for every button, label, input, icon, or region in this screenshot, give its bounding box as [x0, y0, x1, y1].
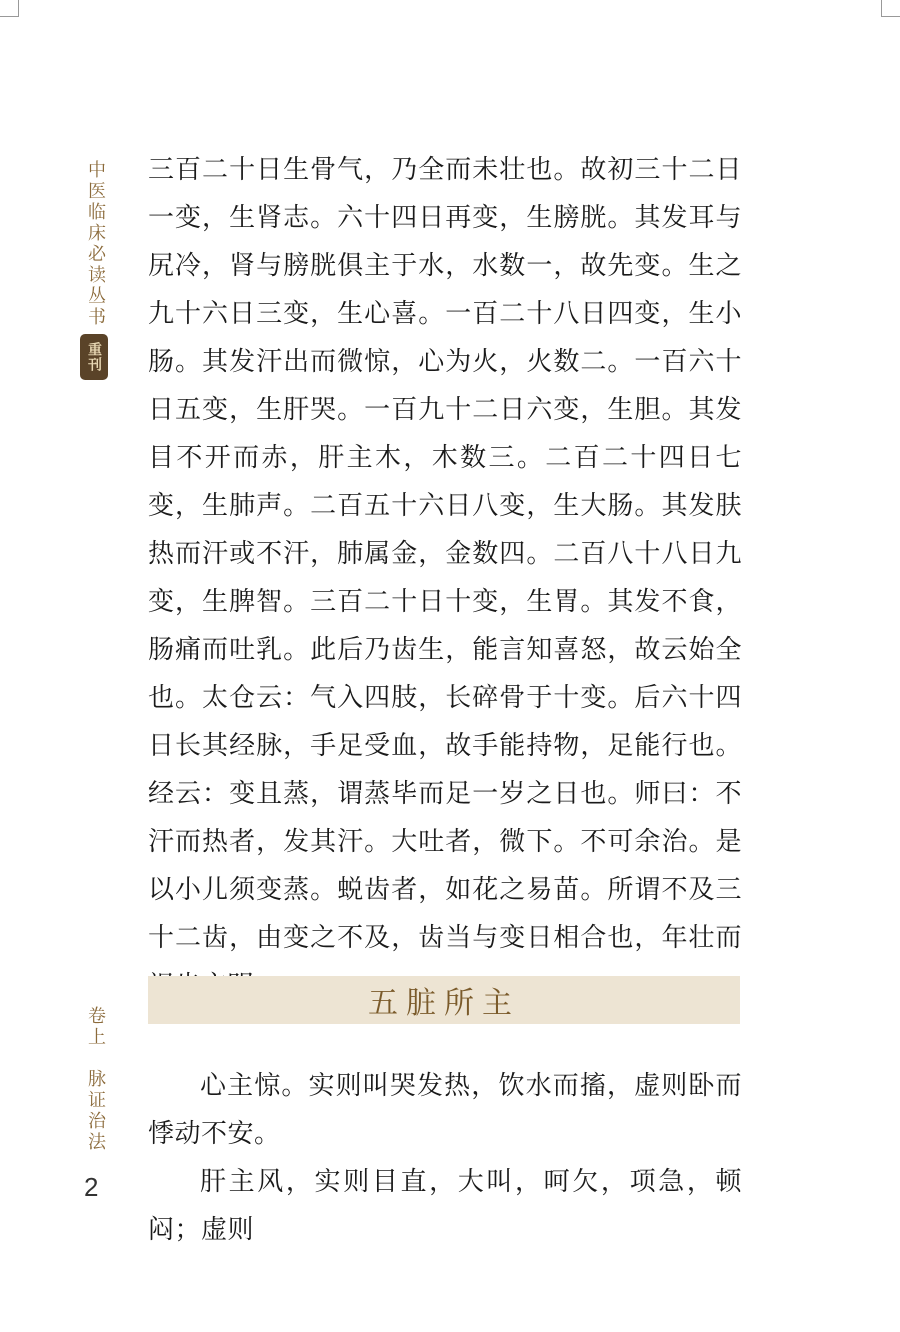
series-title: 中医临床必读丛书	[85, 160, 106, 328]
paragraph-liver: 肝主风，实则目直，大叫，呵欠，项急，顿闷；虚则	[148, 1167, 742, 1245]
main-paragraph: 三百二十日生骨气，乃全而未壮也。故初三十二日一变，生肾志。六十四日再变，生膀胱。其发耳与尻冷，肾与膀胱俱主于水，水数一，故先变。生之九十六日三变，生心喜。一百二十八日四变，生小肠。其发汗出而微惊，心为火，火数二。一百六十日五变，生肝哭。一百九十二日六变，生胆。其发目不开而赤，肝主木，木数三。二百二十四日七变，生肺声。二百五十六日八变，生大肠。其发肤热而汗或不汗，肺属金，金数四。二百八十八日九变，生脾智。三百二十日十变，生胃。其发不食，肠痛而吐乳。此后乃齿生，能言知喜怒，故云始全也。太仓云：气入四肢，长碎骨于十变。后六十四日长其经脉，手足受血，故手能持物，足能行也。经云：变且蒸，谓蒸毕而足一岁之日也。师曰：不汗而热者，发其汗。大吐者，微下。不可余治。是以小儿须变蒸。蜕齿者，如花之易苗。所谓不及三十二齿，由变之不及，齿当与变日相合也，年壮而	[148, 155, 742, 953]
section-heading-bar	[148, 976, 740, 1024]
crop-mark-right	[881, 0, 900, 17]
crop-mark-left	[0, 0, 19, 17]
seal-stamp: 重刊	[80, 334, 108, 380]
paragraph-heart: 心主惊。实则叫哭发热，饮水而搐，虚则卧而悸动不安。	[148, 1071, 742, 1149]
main-text-block	[148, 146, 742, 1010]
page-number: 2	[84, 1172, 99, 1202]
volume-label: 卷上 脉证治法	[85, 1006, 106, 1153]
section-heading: 五脏所主	[368, 986, 520, 1021]
section-body	[148, 1062, 742, 1254]
